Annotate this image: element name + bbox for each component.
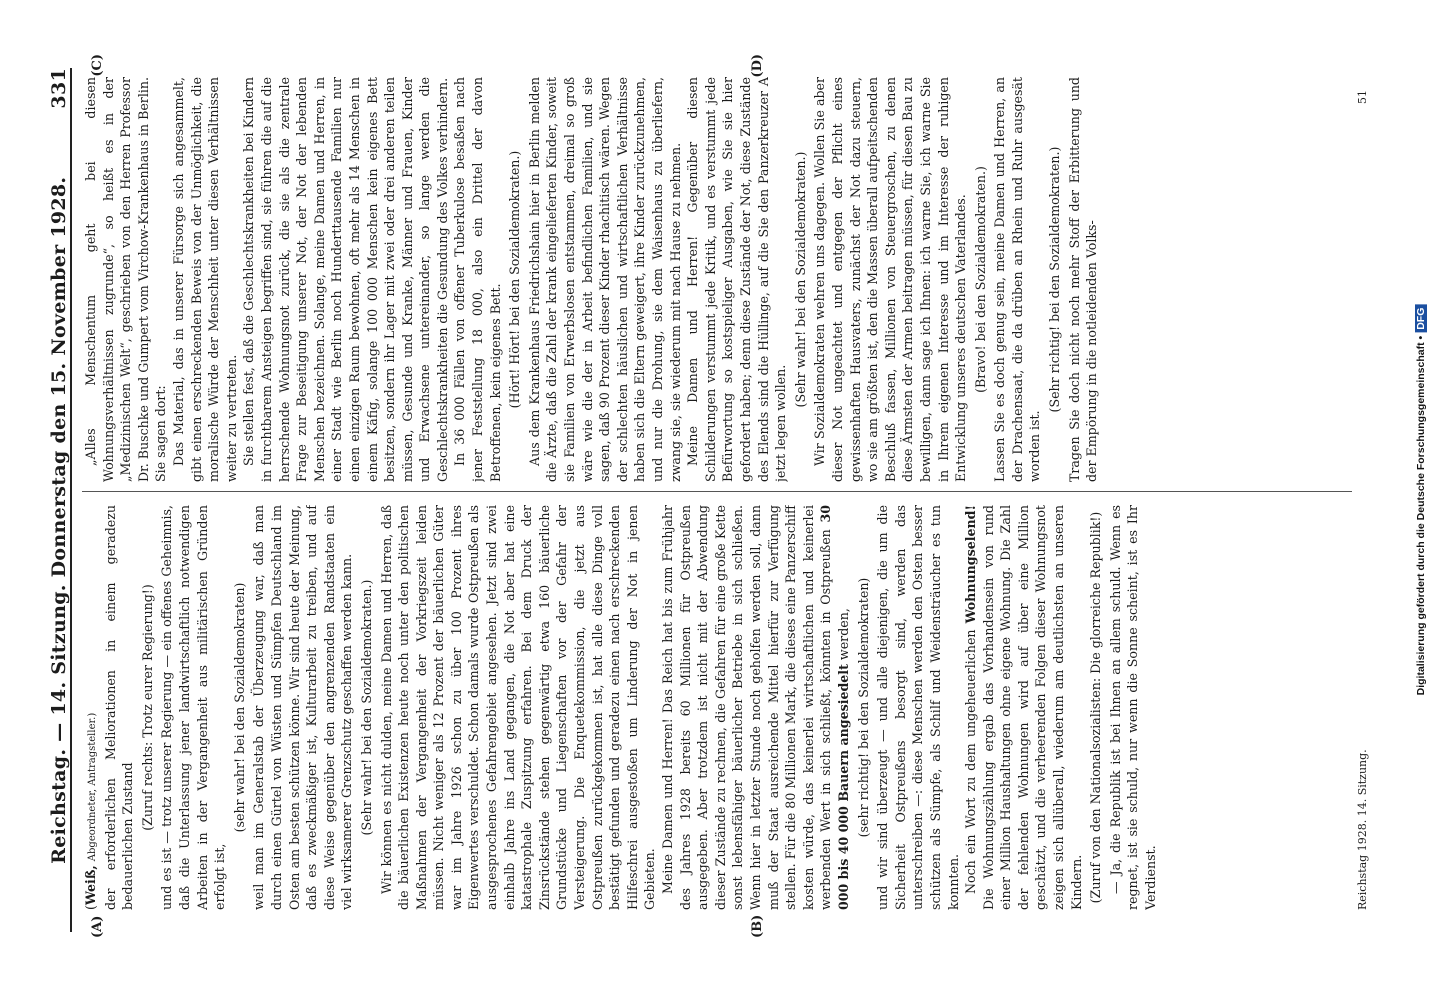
interjection: (Sehr wahr! bei den Sozialdemokraten.) <box>358 579 374 836</box>
paragraph-text: Meine Damen und Herren! Das Reich hat bis zum Frühjahr des Jahres 1928 bereits 60 Millionen für Ostpreußen ausgegeben. Aber trotzdem ist nicht mit der Abwendung dieser Zustände zu rechnen, die Gefahren für eine große Kette sonst lebensfähiger bäuerlicher Betriebe in sich schließen. Wenn hier in letzter Stunde noch geholfen werden soll, dann muß der Staat ausreichende Mittel hierfür zur Verfügung stellen. Für die 80 Millionen Mark, die dieses eine Panzerschiff kosten würde, das keinerlei wirtschaftlichen und keinerlei werbenden Wert in sich schließt, könnten in Ostpreußen <box>660 505 834 910</box>
paragraph: der erforderlichen Meliorationen in einem geradezu bedauerlichen Zustand <box>102 505 136 910</box>
paragraph: weil man im Generalstab der Überzeugung war, daß man durch einen Gürtel von Wüsten und Sümpfen Deutschland im Osten am besten schützen könne. Wir sind heute der Meinung, daß es zweckmäßiger ist, Kulturarbeit zu treiben, und auf diese Weise gegenüber den angrenzenden Randstaaten ein viel wirksamerer Grenzschutz geschaffen werden kann. <box>251 505 355 910</box>
interjection: (Zuruf rechts: Trotz eurer Regierung!) <box>139 584 155 831</box>
dfg-logo: DFG <box>1415 305 1427 333</box>
interjection: (Sehr richtig! bei den Sozialdemokraten.) <box>1047 146 1063 413</box>
paragraph: Tragen Sie doch nicht noch mehr Stoff der Erbitterung und der Empörung in die notleidenden Volks- <box>1066 77 1100 482</box>
credit-text: Digitalisierung gefördert durch die Deutsche Forschungsgemeinschaft • <box>1415 335 1427 696</box>
page-number: 331 <box>48 68 70 109</box>
column-divider <box>82 491 1352 492</box>
speaker-role: Abgeordneter, Antragsteller.) <box>87 712 98 862</box>
quotation: Das Material, das in unserer Fürsorge sich angesammelt, gibt einen erschreckenden Beweis von der Unmöglichkeit, die moralische Würde der Menschheit unter diesen Verhältnissen weiter zu vertreten. <box>170 77 239 482</box>
text-column-right <box>82 77 1352 482</box>
interjection: (Hört! Hört! bei den Sozialdemokraten.) <box>507 150 523 409</box>
paragraph: (Weiß, Abgeordneter, Antragsteller.) <box>83 712 98 910</box>
paragraph <box>659 505 853 910</box>
paragraph: Meine Damen und Herren! Gegenüber diesen Schilderungen verstummt jede Kritik, und es verstummt jede Befürwortung so kostspieliger Ausgaben, wie Sie sie hier gefordert haben; denn diese Zustände der Not, diese Zustände des Elends sind die Hüllinge, auf die Sie den Panzerkreuzer A jetzt legen wollen. <box>685 77 789 482</box>
margin-marker-c: (C) <box>90 54 105 77</box>
margin-marker-d: (D) <box>750 54 765 78</box>
bold-phrase: 30 000 bis 40 000 Bauern angesiedelt <box>818 505 851 910</box>
interjection: (sehr wahr! bei den Sozialdemokraten) <box>231 582 247 833</box>
margin-marker-a: (A) <box>90 915 105 938</box>
bold-phrase: Wohnungselend! <box>963 505 979 624</box>
paragraph: Sie stellen fest, daß die Geschlechtskrankheiten bei Kindern in furchtbarem Ansteigen begriffen sind, sie führen die auf die herrschende Wohnungsnot zurück, die sie als die zentrale Frage zur Beseitigung unserer Not, der Not der lebenden Menschen bezeichnen. Solange, meine Damen und Herren, in einer Stadt wie Berlin noch Hunderttausende Familien nur einen einzigen Raum bewohnen, oft mehr als 14 Menschen in einem Käfig, solange 100 000 Menschen kein eigenes Bett besitzen, sondern ihr Lager mit zwei oder drei anderen teilen müssen, Gesunde und Kranke, Männer und Frauen, Kinder und Erwachsene untereinander, so lange werden die Geschlechtskrankheiten die Gesundung des Volkes verhindern. <box>241 77 450 482</box>
scanned-page <box>20 50 1400 950</box>
page-footer <box>1356 90 1374 910</box>
paragraph: „Alles Menschentum geht bei diesen Wohnungsverhältnissen zugrunde“, so heißt es in der „Medizinischen Welt“, geschrieben von den Herren Professor Dr. Buschke und Gumpert vom Virchow-Krankenhaus in Berlin. Sie sagen dort: <box>83 77 169 482</box>
margin-marker-b: (B) <box>750 914 765 938</box>
paragraph: Wir können es nicht dulden, meine Damen und Herren, daß die bäuerlichen Existenzen heute noch unter den politischen Maßnahmen der Vergangenheit der Vorkriegszeit leiden müssen. Nicht weniger als 12 Prozent der bäuerlichen Güter war im Jahre 1926 schon zu über 100 Prozent ihres Eigenwertes verschuldet. Schon damals wurde Ostpreußen als ausgesprochenes Gefahrengebiet angesehen. Jetzt sind zwei einhalb Jahre ins Land gegangen, die Not aber hat eine katastrophale Zuspitzung erfahren. Bei dem Druck der Zinsrückstände stehen gegenwärtig etwa 160 bäuerliche Grundstücke und Liegenschaften vor der Gefahr der Versteigerung. Die Enquetekommission, die jetzt aus Ostpreußen zurückgekommen ist, hat alle diese Dinge voll bestätigt gefunden und geradezu einen nach erschreckenden Hilfeschrei ausgestoßen um Linderung der Not in jenen Gebieten. <box>378 505 658 910</box>
paragraph: Lassen Sie es doch genug sein, meine Damen und Herren, an der Drachensaat, die da drüben an Rhein und Ruhr ausgesät worden ist. <box>992 77 1043 482</box>
paragraph-text: Die Wohnungszählung ergab das Vorhandensein von rund einer Million Haushaltungen ohne eigene Wohnung. Die Zahl der fehlenden Wohnungen wird auf über eine Million geschätzt, und die verheerenden Folgen dieser Wohnungsnot zeigen sich allüberall, wiederum am deutlichsten an unseren Kindern. <box>980 505 1084 910</box>
text-column-left <box>82 505 1352 910</box>
paragraph <box>962 505 1085 910</box>
paragraph: Wir Sozialdemokraten wehren uns dagegen. Wollen Sie aber dieser Not ungeachtet und entgegen der Pflicht eines gewissenhaften Hausvaters, zunächst der Not dazu steuern, wo sie am größten ist, den die Massen überall aufpeitschenden Beschluß fassen, Millionen von Steuergroschen, zu denen diese Ärmsten der Armen beitragen müssen, für diesen Bau zu bewilligen, dann sage ich Ihnen: ich warne Sie, ich warne Sie in Ihrem eigenen Interesse und im Interesse der ruhigen Entwicklung unseres deutschen Vaterlandes. <box>812 77 969 482</box>
paragraph: In 36 000 Fällen von offener Tuberkulose besaßen nach jener Feststellung 18 000, also ein Drittel der davon Betroffenen, kein eigenes Bett. <box>452 77 503 482</box>
interjection: (Zuruf von den Nationalsozialisten: Die glorreiche Republik!) <box>1088 511 1104 904</box>
paragraph: und es ist — trotz unserer Regierung — ein offenes Geheimnis, daß die Unterlassung jener landwirtschaftlich notwendigen Arbeiten in der Vergangenheit aus militärischen Gründen erfolgt ist, <box>159 505 228 910</box>
interjection: (sehr richtig! bei den Sozialdemokraten) <box>855 577 871 838</box>
digitization-credit <box>1414 8 1428 992</box>
footer-source: Reichstag 1928. 14. Sitzung. <box>1356 749 1369 910</box>
paragraph-text: werden, <box>835 608 851 661</box>
paragraph: Aus dem Krankenhaus Friedrichshain hier in Berlin melden die Ärzte, daß die Zahl der krank eingelieferten Kinder, soweit sie Familien von Erwerbslosen entstammen, dreimal so groß wäre wie die der in Arbeit befindlichen Familien, und sie sagen, daß 90 Prozent dieser Kinder rhachitisch wären. Wegen der schlechten häuslichen und wirtschaftlichen Verhältnisse haben sich die Eltern geweigert, ihre Kinder zurückzunehmen, und nur die Drohung, sie dem Waisenhaus zu überliefern, zwang sie, sie wiederum mit nach Hause zu nehmen. <box>526 77 683 482</box>
interjection: (Bravo! bei den Sozialdemokraten.) <box>972 166 988 393</box>
paragraph: und wir sind überzeugt — und alle diejenigen, die um die Sicherheit Ostpreußens besorgt sind, werden das unterschreiben —: diese Menschen werden den Osten besser schützen als Sümpfe, als Schilf und Weidensträucher es tun konnten. <box>875 505 961 910</box>
footer-signature: 51 <box>1356 90 1369 104</box>
interjection: (Sehr wahr! bei den Sozialdemokraten.) <box>792 151 808 408</box>
page-title: Reichstag. — 14. Sitzung. Donnerstag den 15. November 1928. <box>48 176 70 864</box>
paragraph: — Ja, die Republik ist bei Ihnen an allem schuld. Wenn es regnet, ist sie schuld, nur wenn die Sonne scheint, ist es Ihr Verdienst. <box>1107 505 1159 910</box>
page-header <box>32 68 72 932</box>
speaker-name: Weiß, <box>83 865 98 906</box>
paragraph-text: Noch ein Wort zu dem ungeheuerlichen <box>963 629 979 894</box>
